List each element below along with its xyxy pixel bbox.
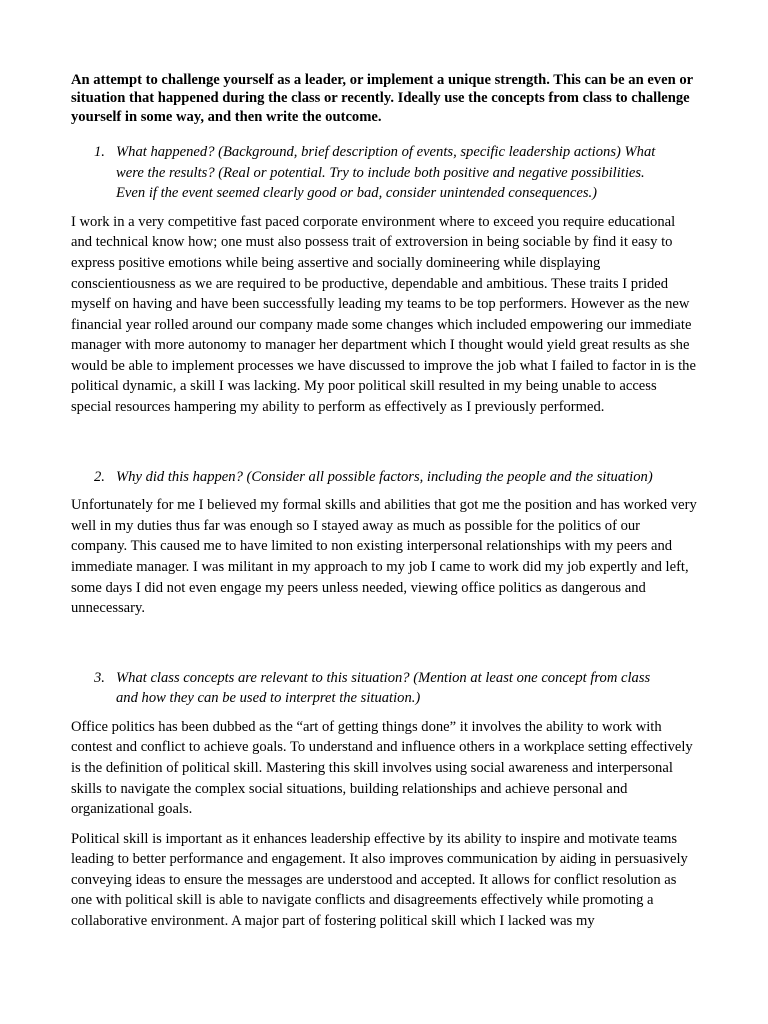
question-number: 2. (94, 468, 105, 485)
answer-paragraph: I work in a very competitive fast paced corporate environment where to exceed you require educational and technical know how; one must also possess trait of extroversion in being sociable by find it easy to express positive emotions while being assertive and socially domineering while displaying conscientiousness as we are required to be productive, dependable and ambitious. These traits I prided myself on having and have been successfully leading my teams to be top performers. However as the new financial year rolled around our company made some changes which included empowering our immediate manager with more autonomy to manager her department which I thought would yield great results as she would be able to implement processes we have discussed to improve the job what I failed to factor in is the political dynamic, a skill I was lacking. My poor political skill resulted in my being unable to access special resources hampering my ability to perform as effectively as I previously performed. (71, 213, 696, 416)
assignment-heading: An attempt to challenge yourself as a leader, or implement a unique strength. This can be an even or situation that happened during the class or recently. Ideally use the concepts from class to challenge yourself in some way, and then write the outcome. (71, 72, 693, 125)
answer-paragraph: Political skill is important as it enhances leadership effective by its ability to inspire and motivate teams leading to better performance and engagement. It also improves communication by aiding in persuasively conveying ideas to ensure the messages are understood and accepted. It allows for conflict resolution as one with political skill is able to navigate conflicts and disagreements effectively while promoting a collaborative environment. A major part of fostering political skill which I lacked was my (71, 830, 688, 930)
section-gap (71, 427, 699, 467)
question-text: Why did this happen? (Consider all possible factors, including the people and the situation) (116, 468, 653, 485)
question-number: 3. (94, 669, 105, 686)
section-gap (71, 628, 699, 668)
document-page (71, 71, 699, 941)
question-2 (71, 467, 699, 488)
question-1 (71, 142, 699, 204)
answer-paragraph: Office politics has been dubbed as the “art of getting things done” it involves the ability to work with contest and conflict to achieve goals. To understand and influence others in a workplace setting effectively is the definition of political skill. Mastering this skill involves using social awareness and interpersonal skills to navigate the complex social situations, building relationships and achieve personal and organizational goals. (71, 718, 693, 818)
question-text: What class concepts are relevant to this situation? (Mention at least one concept from class and how they can be used to interpret the situation.) (116, 669, 651, 707)
question-number: 1. (94, 144, 105, 161)
answer-paragraph: Unfortunately for me I believed my formal skills and abilities that got me the position and has worked very well in my duties thus far was enough so I stayed away as much as possible for the politics of our company. This caused me to have limited to non existing interpersonal relationships with my peers and immediate manager. I was militant in my approach to my job I came to work did my job expertly and left, some days I did not even engage my peers unless needed, viewing office politics as dangerous and unnecessary. (71, 497, 697, 617)
question-3 (71, 668, 699, 709)
question-text: What happened? (Background, brief description of events, specific leadership actions) What were the results? (Real or potential. Try to include both positive and negative possibilities. Even if the event seemed clearly good or bad, consider unintended consequences.) (116, 144, 656, 202)
